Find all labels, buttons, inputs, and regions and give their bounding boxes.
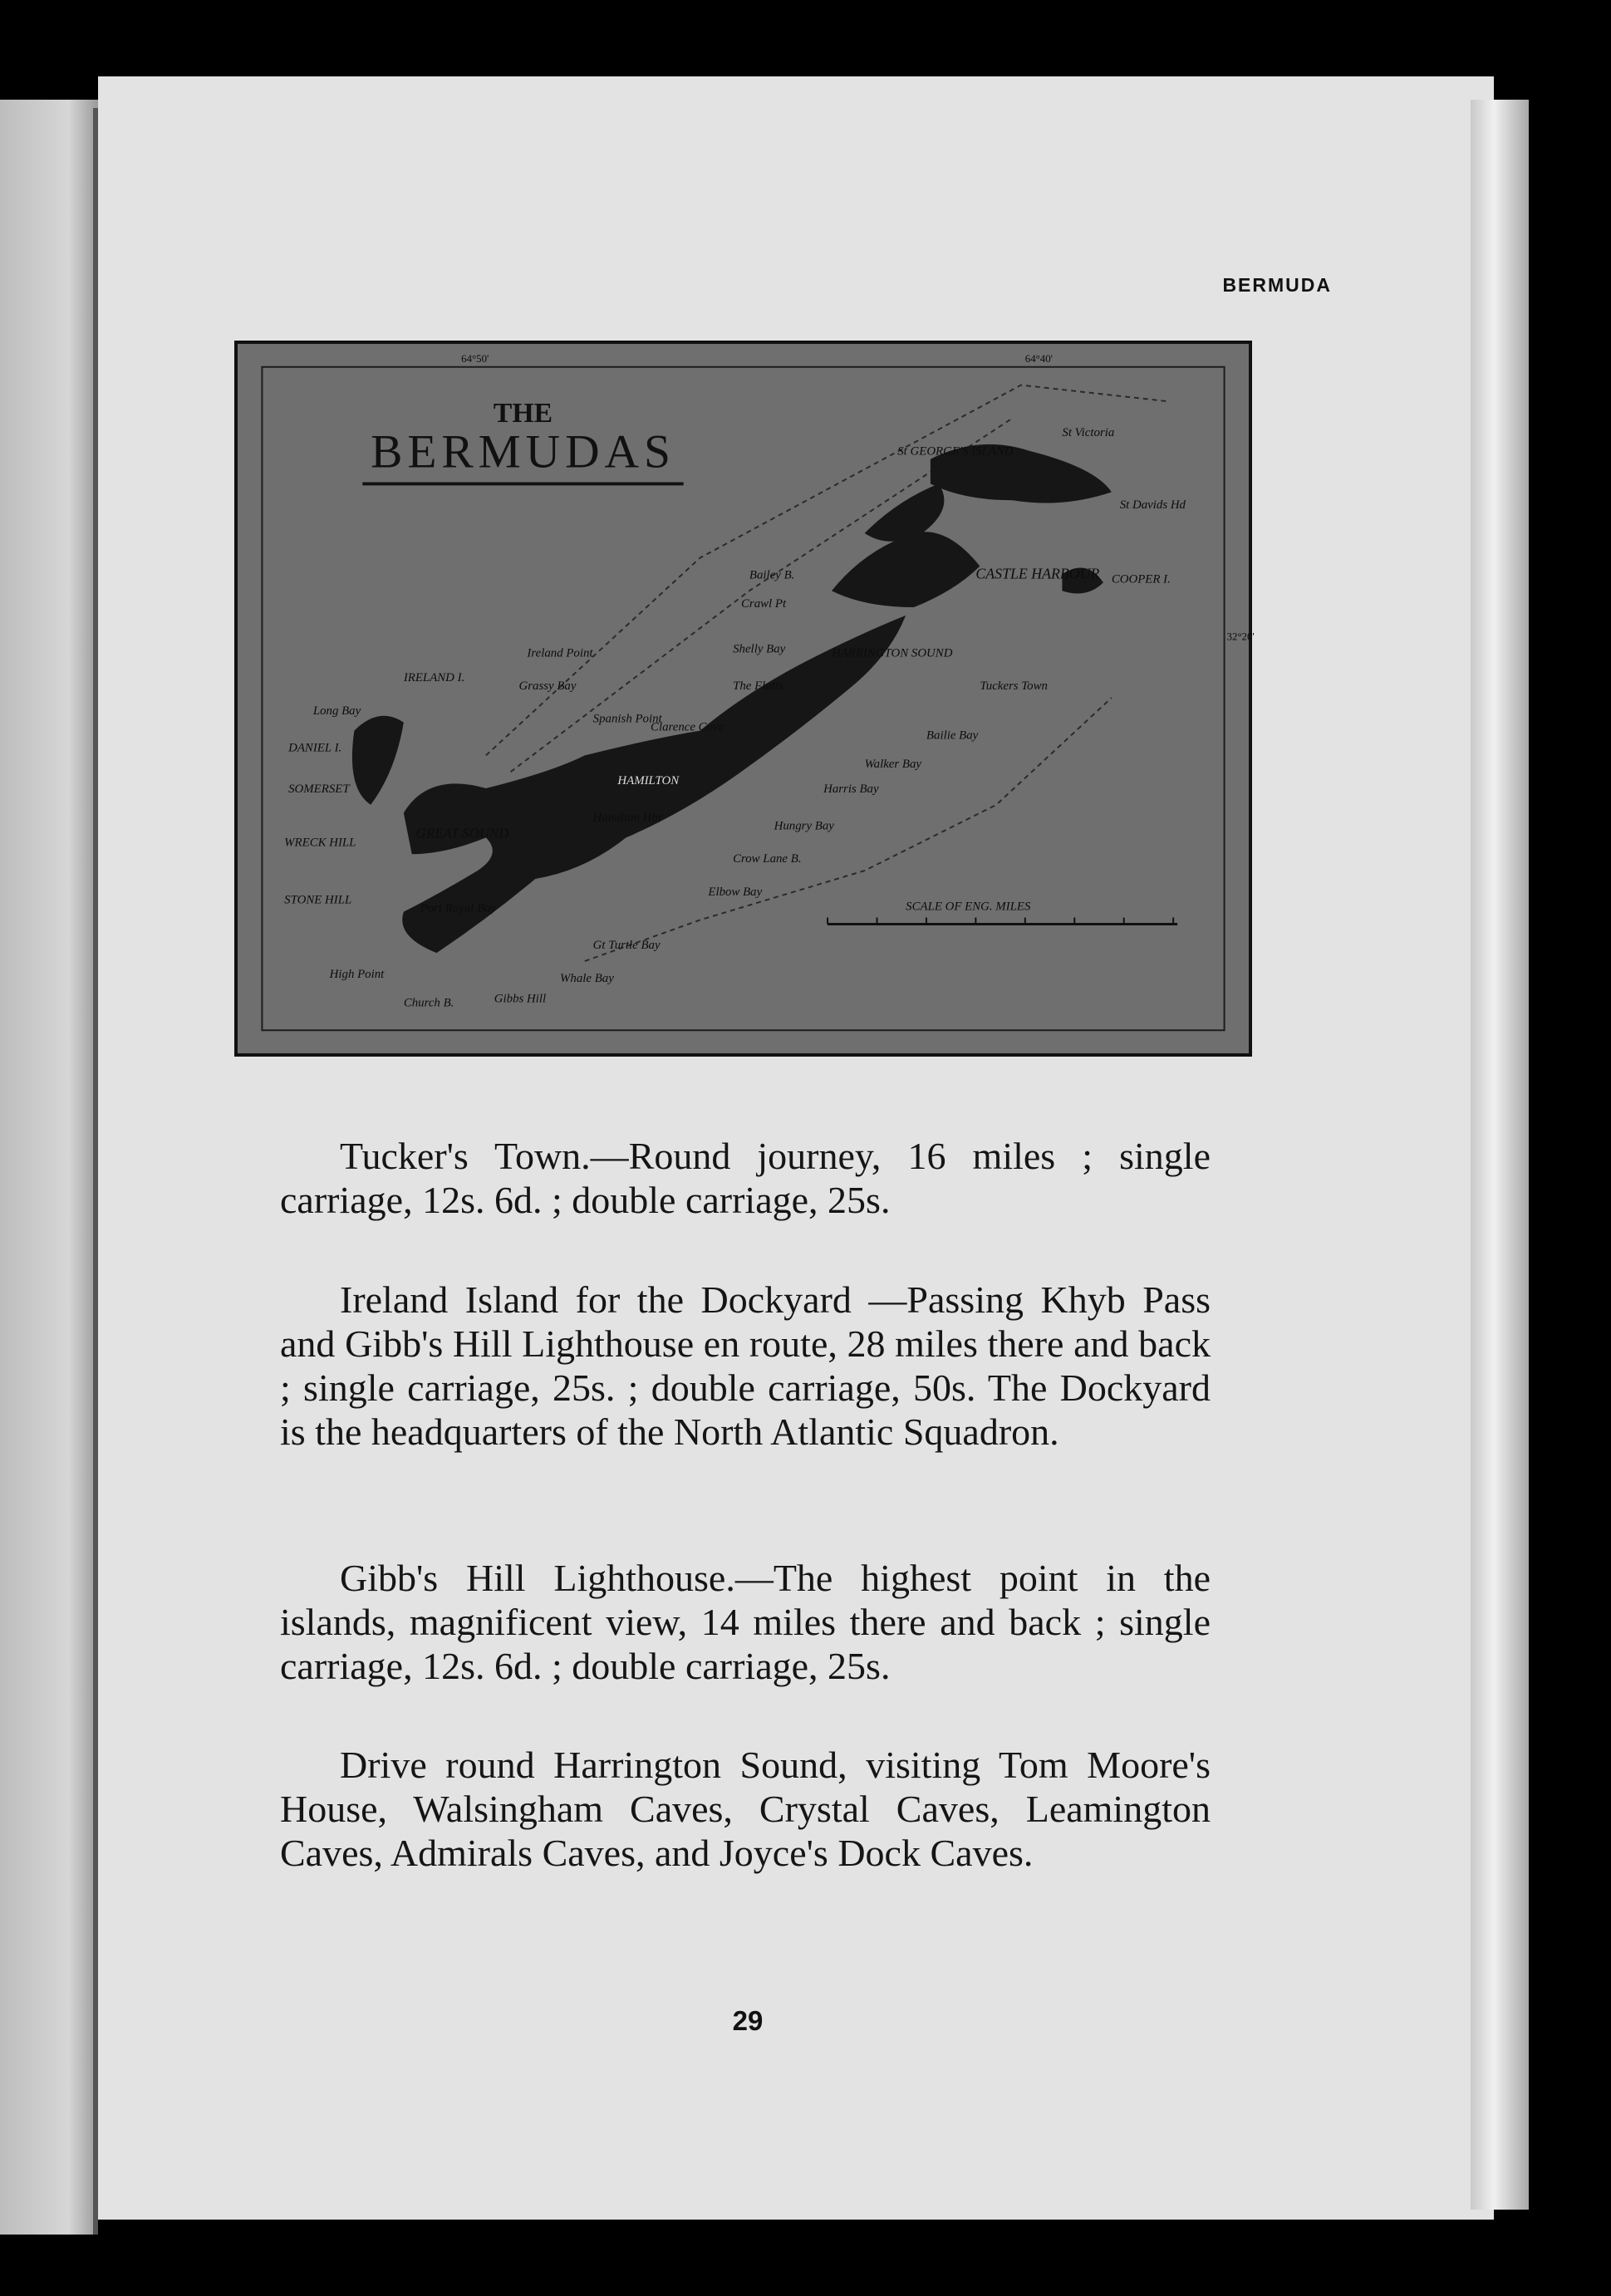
map-label: Port Royal Bay (420, 901, 497, 915)
map-title-line1: THE (493, 398, 553, 429)
map-title-line2: BERMUDAS (371, 425, 675, 478)
map-illustration (238, 344, 1255, 1053)
map-label: High Point (329, 967, 385, 981)
map-label: Bailie Bay (926, 729, 979, 743)
map-label: Spanish Point (592, 712, 662, 726)
paragraph-gibbs-hill: Gibb's Hill Lighthouse.—The highest point in the islands, magnificent view, 14 miles there and back ; single carriage, 12s. 6d. ; double carriage, 25s. (280, 1557, 1211, 1687)
map-label: St Davids Hd (1119, 498, 1186, 513)
map-label: St Victoria (1062, 425, 1115, 439)
paragraph-ireland-island: Ireland Island for the Dockyard —Passing Khyb Pass and Gibb's Hill Lighthouse en route, 28 miles there and back ; single carriage, 25s. ; double carriage, 50s. The Dockyard is the headquarters of the North Atlantic Squadron. (280, 1278, 1211, 1453)
map-label: HAMILTON (617, 774, 680, 788)
map-label: Hungry Bay (774, 819, 834, 833)
map-label: Gibbs Hill (494, 992, 547, 1006)
running-head: BERMUDA (1222, 274, 1332, 296)
map-label: Walker Bay (864, 758, 922, 772)
paragraph-harrington-sound: Drive round Harrington Sound, visiting Tom Moore's House, Walsingham Caves, Crystal Caves, Leamington Caves, Admirals Caves, and Joyce's Dock Caves. (280, 1744, 1211, 1874)
map-label: 32°20' (1226, 630, 1255, 643)
page-number: 29 (732, 2005, 764, 2036)
map-label: St GEORGE'S ISLAND (897, 444, 1014, 459)
map-label: Bailey B. (749, 568, 795, 582)
map-label: Grassy Bay (518, 679, 577, 694)
left-page-edge (0, 100, 98, 2235)
map-label: Church B. (403, 996, 454, 1010)
map-label: COOPER I. (1111, 572, 1171, 586)
map-label: Tuckers Town (980, 679, 1048, 694)
paragraph-tuckers-town: Tucker's Town.—Round journey, 16 miles ; single carriage, 12s. 6d. ; double carriage, 25s. (280, 1135, 1211, 1221)
map-label: IRELAND I. (403, 671, 465, 685)
map-label: The Flatts (733, 679, 783, 694)
map-label: Hamilton Hbr (592, 811, 663, 825)
book-spine (93, 108, 98, 2235)
map-label: Shelly Bay (733, 642, 786, 656)
map-label: GREAT SOUND (415, 825, 509, 841)
map-label: CASTLE HARBOUR (975, 565, 1100, 582)
map-label: 64°40' (1024, 352, 1054, 365)
map-label: Harris Bay (823, 782, 879, 796)
map-label: Ireland Point (527, 646, 593, 660)
map-label: 64°50' (461, 352, 489, 365)
bermudas-map (234, 341, 1255, 1057)
map-label: DANIEL I. (288, 741, 342, 755)
map-label: Gt Turtle Bay (592, 939, 661, 953)
map-label: Whale Bay (560, 971, 614, 985)
map-label: HARRINGTON SOUND (832, 646, 953, 660)
map-label: Clarence Cove (651, 720, 724, 734)
map-label: STONE HILL (284, 893, 352, 907)
map-label: SOMERSET (288, 782, 350, 796)
map-label: Crow Lane B. (733, 852, 802, 866)
map-label: Long Bay (312, 704, 361, 718)
map-label: WRECK HILL (284, 836, 356, 850)
map-label: Elbow Bay (708, 885, 763, 899)
map-label: Crawl Pt (741, 597, 787, 611)
page-edge (1471, 100, 1529, 2210)
map-scale-label: SCALE OF ENG. MILES (906, 900, 1031, 914)
